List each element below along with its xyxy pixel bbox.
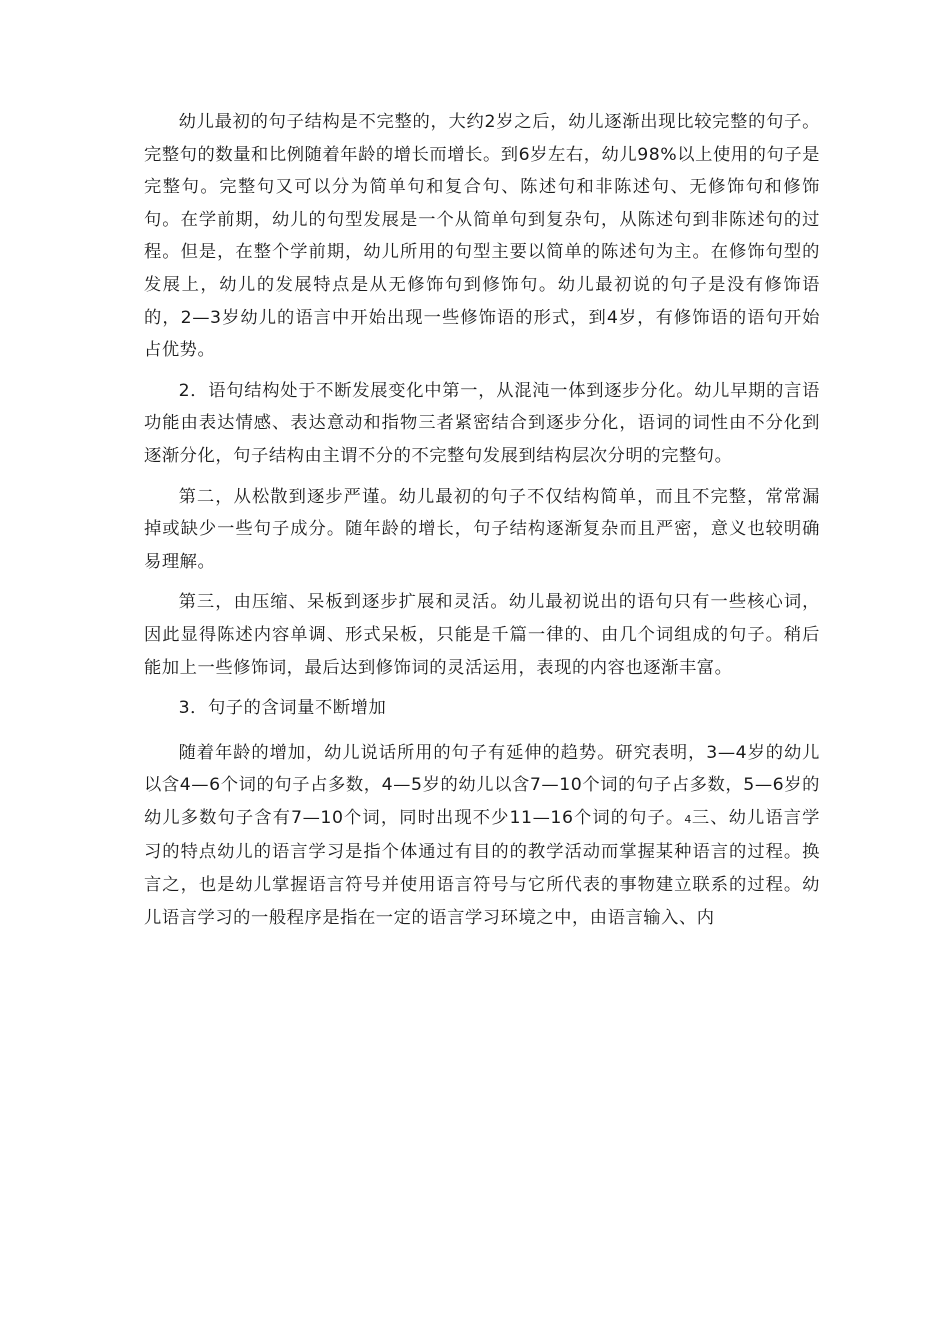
paragraph-sentence-length [144,737,820,935]
paragraph-structure-development: 2．语句结构处于不断发展变化中第一，从混沌一体到逐步分化。幼儿早期的言语功能由表达情感、表达意动和指物三者紧密结合到逐步分化，语词的词性由不分化到逐渐分化，句子结构由主谓不分的不完整句发展到结构层次分明的完整句。 [144,380,820,466]
paragraph-sentence-length-text: 随着年龄的增加，幼儿说话所用的句子有延伸的趋势。研究表明，3—4岁的幼儿以含4—6个词的句子占多数，4—5岁的幼儿以含7—10个词的句子占多数，5—6岁的幼儿多数句子含有7—10个词，同时出现不少11—16个词的句子。 [144,742,820,828]
paragraph-sentence-completeness: 幼儿最初的句子结构是不完整的，大约2岁之后，幼儿逐渐出现比较完整的句子。完整句的数量和比例随着年龄的增长而增长。到6岁左右，幼儿98%以上使用的句子是完整句。完整句又可以分为简单句和复合句、陈述句和非陈述句、无修饰句和修饰句。在学前期，幼儿的句型发展是一个从简单句到复杂句，从陈述句到非陈述句的过程。但是，在整个学前期，幼儿所用的句型主要以简单的陈述句为主。在修饰句型的发展上，幼儿的发展特点是从无修饰句到修饰句。幼儿最初说的句子是没有修饰语的，2—3岁幼儿的语言中开始出现一些修饰语的形式，到4岁，有修饰语的语句开始占优势。 [144,112,820,361]
document-body [144,106,820,934]
footnote-marker: 4 [684,812,692,826]
section-heading-word-count: 3．句子的含词量不断增加 [178,698,387,719]
paragraph-language-learning-text: 三、幼儿语言学习的特点幼儿的语言学习是指个体通过有目的的教学活动而掌握某种语言的过程。换言之，也是幼儿掌握语言符号并使用语言符号与它所代表的事物建立联系的过程。幼儿语言学习的一般程序是指在一定的语言学习环境之中，由语言输入、内 [144,807,820,928]
paragraph-loose-to-rigorous: 第二，从松散到逐步严谨。幼儿最初的句子不仅结构简单，而且不完整，常常漏掉或缺少一些句子成分。随年龄的增长，句子结构逐渐复杂而且严密，意义也较明确易理解。 [144,486,820,572]
paragraph-compressed-to-flexible: 第三，由压缩、呆板到逐步扩展和灵活。幼儿最初说出的语句只有一些核心词，因此显得陈述内容单调、形式呆板，只能是千篇一律的、由几个词组成的句子。稍后能加上一些修饰词，最后达到修饰词的灵活运用，表现的内容也逐渐丰富。 [144,592,820,678]
